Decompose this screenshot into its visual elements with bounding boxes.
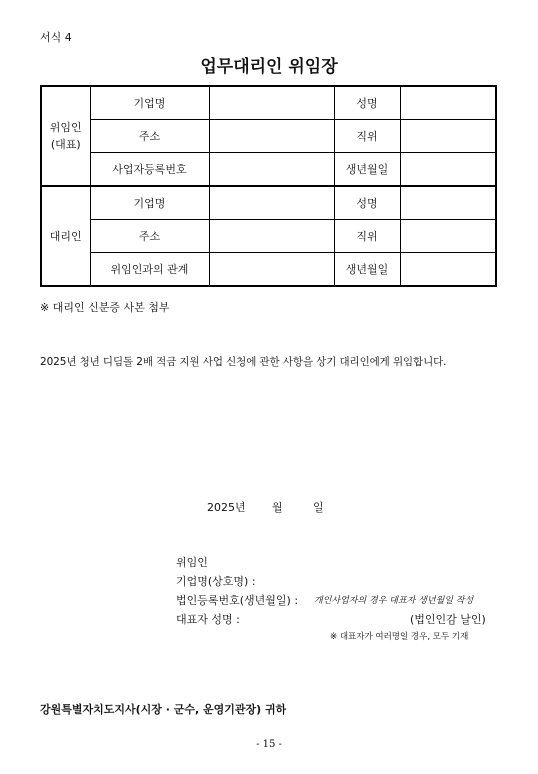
signature-regno-label: 법인등록번호(생년월일) : bbox=[176, 594, 299, 607]
page-number: - 15 - bbox=[256, 739, 282, 750]
delegator-row-address bbox=[41, 120, 496, 153]
agent-row-address bbox=[41, 220, 496, 253]
agent-birthdate-label: 생년월일 bbox=[334, 253, 400, 287]
signature-multiple-rep-note: ※ 대표자가 여러명일 경우, 모두 기재 bbox=[330, 632, 469, 642]
delegator-company-label: 기업명 bbox=[90, 86, 209, 120]
delegator-position-label: 직위 bbox=[334, 120, 400, 153]
agent-position-field[interactable] bbox=[400, 220, 496, 253]
agent-address-field[interactable] bbox=[209, 220, 334, 253]
delegator-address-field[interactable] bbox=[209, 120, 334, 153]
agent-row-company bbox=[41, 186, 496, 220]
delegator-regno-field[interactable] bbox=[209, 153, 334, 187]
delegator-name-field[interactable] bbox=[400, 86, 496, 120]
agent-company-field[interactable] bbox=[209, 186, 334, 220]
agent-address-label: 주소 bbox=[90, 220, 209, 253]
delegation-table bbox=[40, 85, 497, 287]
form-number-label: 서식 4 bbox=[40, 31, 72, 44]
delegator-group-label: 위임인 bbox=[49, 121, 82, 134]
agent-group-label: 대리인 bbox=[41, 186, 90, 286]
agent-name-label: 성명 bbox=[334, 186, 400, 220]
delegator-group-cell bbox=[41, 86, 90, 186]
delegator-company-field[interactable] bbox=[209, 86, 334, 120]
agent-row-relation bbox=[41, 253, 496, 287]
delegator-address-label: 주소 bbox=[90, 120, 209, 153]
signature-company-label: 기업명(상호명) : bbox=[176, 575, 256, 588]
delegator-birthdate-field[interactable] bbox=[400, 153, 496, 187]
delegation-statement: 2025년 청년 디딤돌 2배 적금 지원 사업 신청에 관한 사항을 상기 대리인에게 위임합니다. bbox=[40, 356, 447, 368]
delegator-birthdate-label: 생년월일 bbox=[334, 153, 400, 187]
signature-representative-label: 대표자 성명 : bbox=[176, 613, 240, 626]
signature-delegator-label: 위임인 bbox=[176, 556, 208, 569]
date-month: 월 bbox=[272, 501, 283, 514]
delegator-row-regno bbox=[41, 153, 496, 187]
agent-position-label: 직위 bbox=[334, 220, 400, 253]
document-title: 업무대리인 위임장 bbox=[200, 57, 338, 77]
delegator-group-sublabel: (대표) bbox=[50, 138, 81, 151]
delegator-regno-label: 사업자등록번호 bbox=[90, 153, 209, 187]
delegator-row-company bbox=[41, 86, 496, 120]
attachment-note: ※ 대리인 신분증 사본 첨부 bbox=[40, 301, 170, 314]
signature-regno-note: 개인사업자의 경우 대표자 생년월일 작성 bbox=[314, 596, 474, 606]
date-year: 2025년 bbox=[207, 501, 246, 514]
agent-company-label: 기업명 bbox=[90, 186, 209, 220]
signature-seal-label: (법인인감 날인) bbox=[410, 613, 486, 626]
agent-relation-field[interactable] bbox=[209, 253, 334, 287]
agent-birthdate-field[interactable] bbox=[400, 253, 496, 287]
date-day: 일 bbox=[313, 501, 324, 514]
delegator-name-label: 성명 bbox=[334, 86, 400, 120]
delegator-position-field[interactable] bbox=[400, 120, 496, 153]
addressee: 강원특별자치도지사(시장 · 군수, 운영기관장) 귀하 bbox=[40, 703, 287, 716]
agent-name-field[interactable] bbox=[400, 186, 496, 220]
agent-relation-label: 위임인과의 관계 bbox=[90, 253, 209, 287]
